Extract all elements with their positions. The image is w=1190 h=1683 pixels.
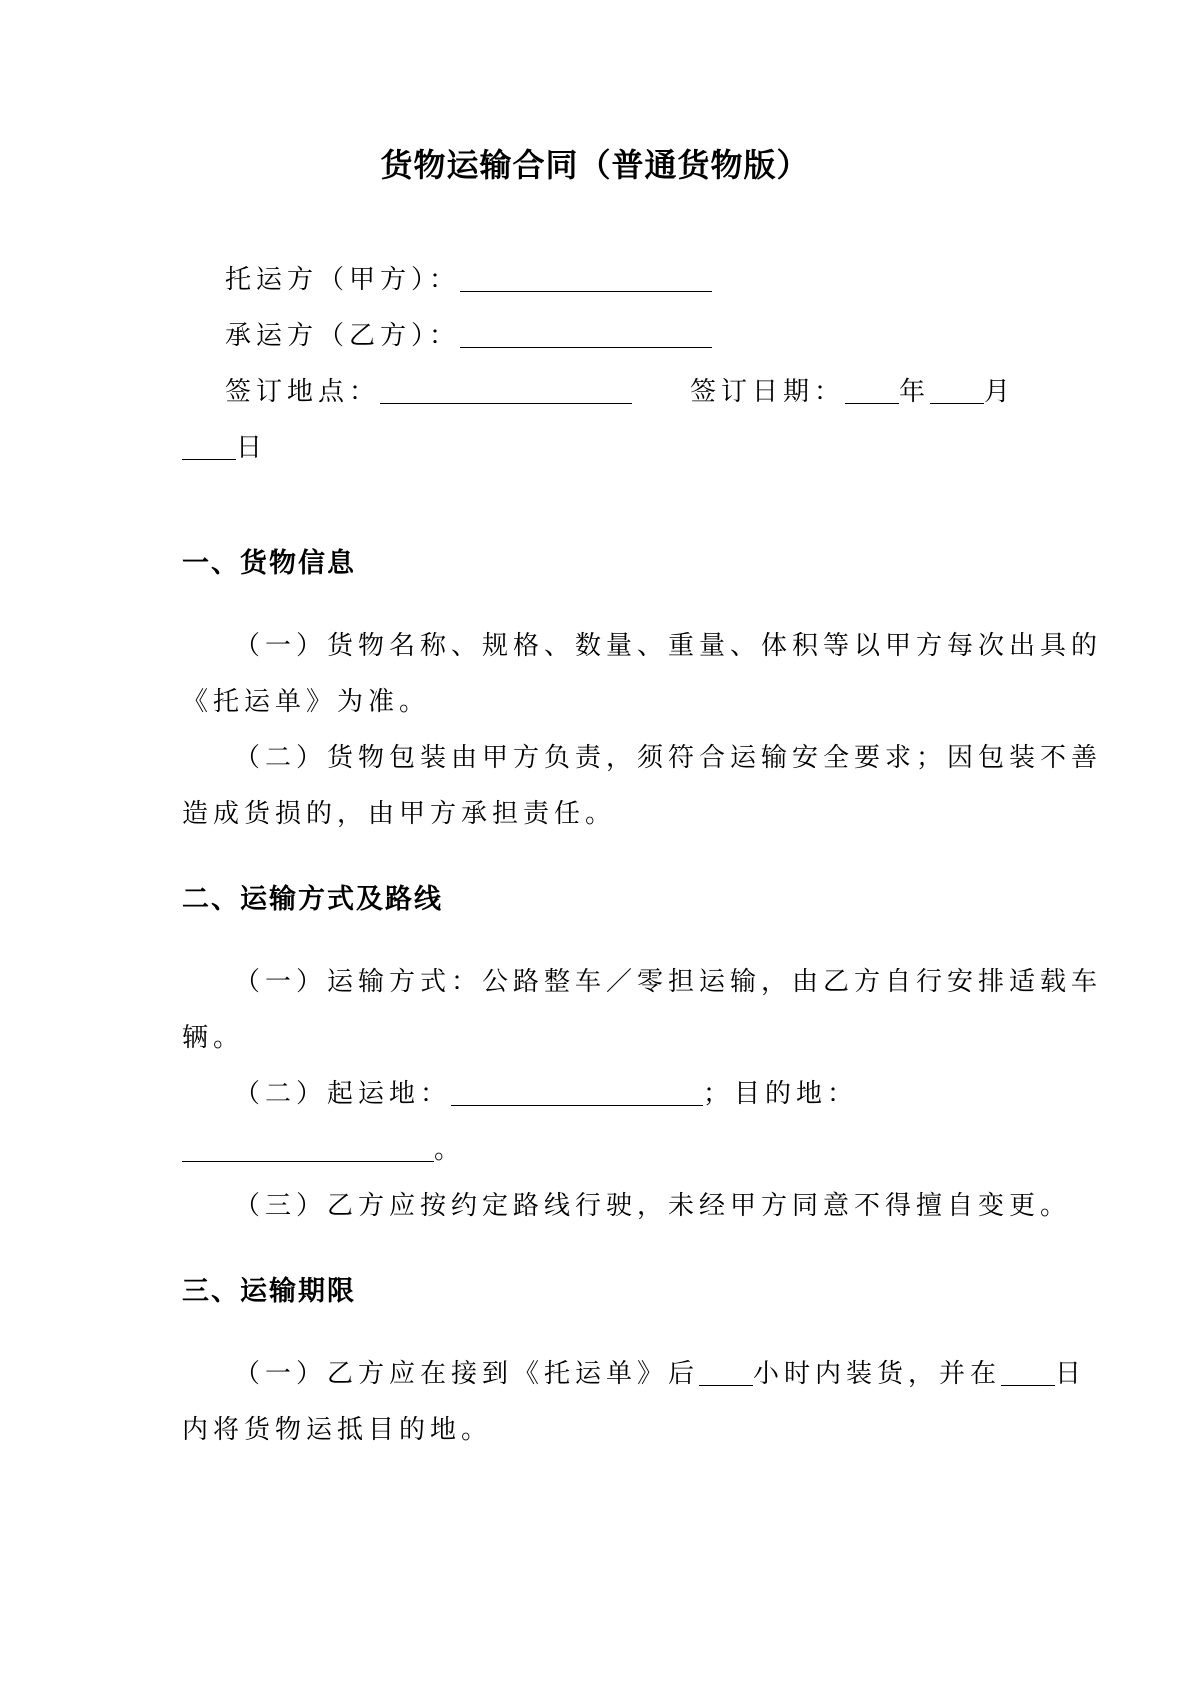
- month-blank: [930, 377, 984, 404]
- day-blank: [182, 433, 236, 460]
- section2-p1-line1: （一）运输方式：公路整车／零担运输，由乙方自行安排适载车: [234, 967, 1103, 997]
- carrier-label: 承运方（乙方）：: [225, 321, 461, 351]
- place-date-line: [225, 374, 1015, 410]
- section3-p1-line1: [234, 1356, 1086, 1392]
- section2-p3: （三）乙方应按约定路线行驶，未经甲方同意不得擅自变更。: [234, 1191, 1072, 1221]
- month-label: 月: [984, 377, 1016, 407]
- section1-p2-line1: （二）货物包装由甲方负责，须符合运输安全要求；因包装不善: [234, 743, 1103, 773]
- section2-p1-line2: 辆。: [182, 1023, 245, 1053]
- destination-blank: [182, 1135, 434, 1162]
- section1-p1-line2: 《托运单》为准。: [182, 687, 431, 717]
- carrier-blank: [460, 321, 712, 348]
- place-label: 签订地点：: [225, 377, 381, 407]
- section1-p1-line1: （一）货物名称、规格、数量、重量、体积等以甲方每次出具的: [234, 631, 1103, 661]
- shipper-line: [225, 262, 712, 298]
- destination-label: ；目的地：: [703, 1079, 859, 1109]
- section3-heading: 三、运输期限: [182, 1276, 356, 1307]
- section2-heading: 二、运输方式及路线: [182, 884, 443, 915]
- year-label: 年: [899, 377, 931, 407]
- section2-p2-line2: [182, 1132, 465, 1168]
- page-title: 货物运输合同（普通货物版）: [380, 146, 810, 184]
- days-blank: [1001, 1359, 1055, 1386]
- origin-blank: [451, 1079, 703, 1106]
- carrier-line: [225, 318, 712, 354]
- section1-heading: 一、货物信息: [182, 548, 356, 579]
- section3-p1-part-b: 小时内装货，并在: [753, 1359, 1002, 1389]
- destination-end: 。: [434, 1135, 466, 1165]
- year-blank: [845, 377, 899, 404]
- section3-p1-part-a: （一）乙方应在接到《托运单》后: [234, 1359, 700, 1389]
- section2-p2-line1: [234, 1076, 858, 1112]
- day-line: [182, 430, 267, 466]
- hours-blank: [699, 1359, 753, 1386]
- place-blank: [380, 377, 632, 404]
- shipper-blank: [460, 265, 712, 292]
- section3-p1-part-c: 日: [1055, 1359, 1087, 1389]
- section3-p1-line2: 内将货物运抵目的地。: [182, 1415, 493, 1445]
- shipper-label: 托运方（甲方）：: [225, 265, 461, 295]
- origin-label: （二）起运地：: [234, 1079, 452, 1109]
- section1-p2-line2: 造成货损的，由甲方承担责任。: [182, 799, 617, 829]
- day-label: 日: [236, 433, 268, 463]
- date-label: 签订日期：: [690, 377, 846, 407]
